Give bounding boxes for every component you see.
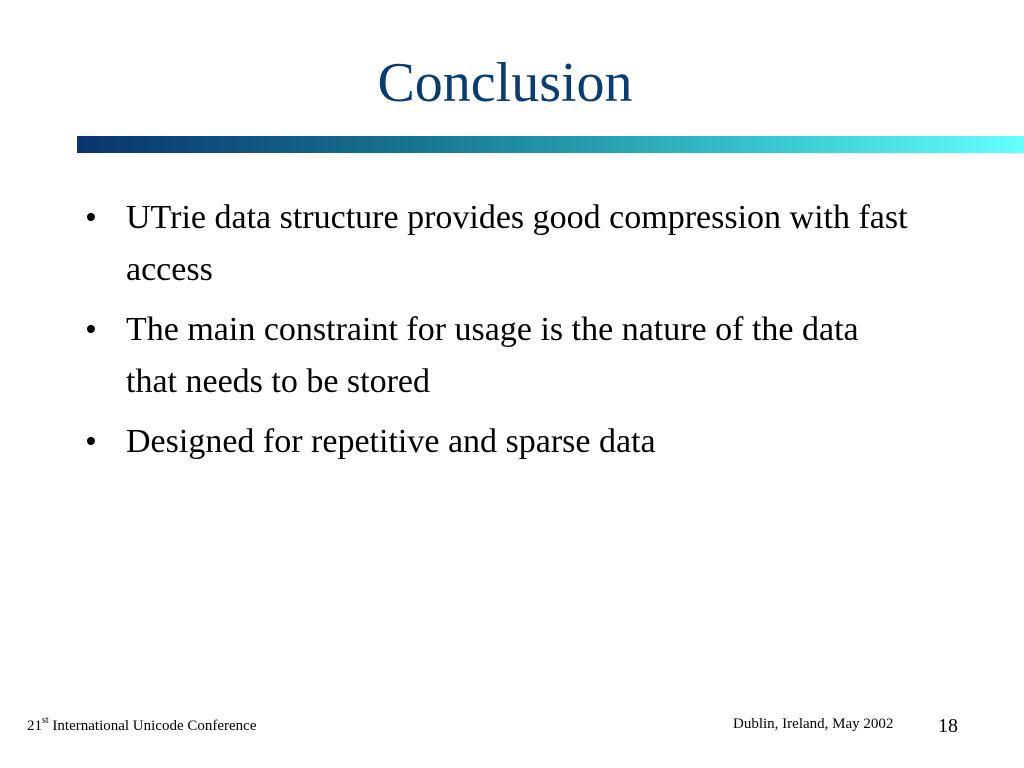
bullet-marker: • [85, 423, 97, 460]
bullet-text: Designed for repetitive and sparse data [126, 423, 656, 460]
bullet-marker: • [85, 311, 97, 348]
conference-ordinal-suffix: st [42, 715, 49, 726]
bullet-item-constraint [85, 304, 915, 408]
bullet-list [85, 192, 915, 476]
bullet-text: UTrie data structure provides good compression with fast access [126, 199, 908, 288]
bullet-item-design [85, 416, 915, 468]
conference-footer [27, 716, 257, 736]
slide-page-number: 18 [938, 715, 958, 737]
location-date-footer: Dublin, Ireland, May 2002 [733, 716, 894, 732]
title-gradient-rule [77, 136, 1024, 153]
bullet-item-compression [85, 192, 915, 296]
bullet-text: The main constraint for usage is the nature of the data that needs to be stored [126, 311, 859, 400]
slide-title: Conclusion [377, 52, 633, 114]
bullet-marker: • [85, 199, 97, 236]
conference-name: International Unicode Conference [48, 718, 257, 734]
conference-number: 21 [27, 718, 42, 734]
